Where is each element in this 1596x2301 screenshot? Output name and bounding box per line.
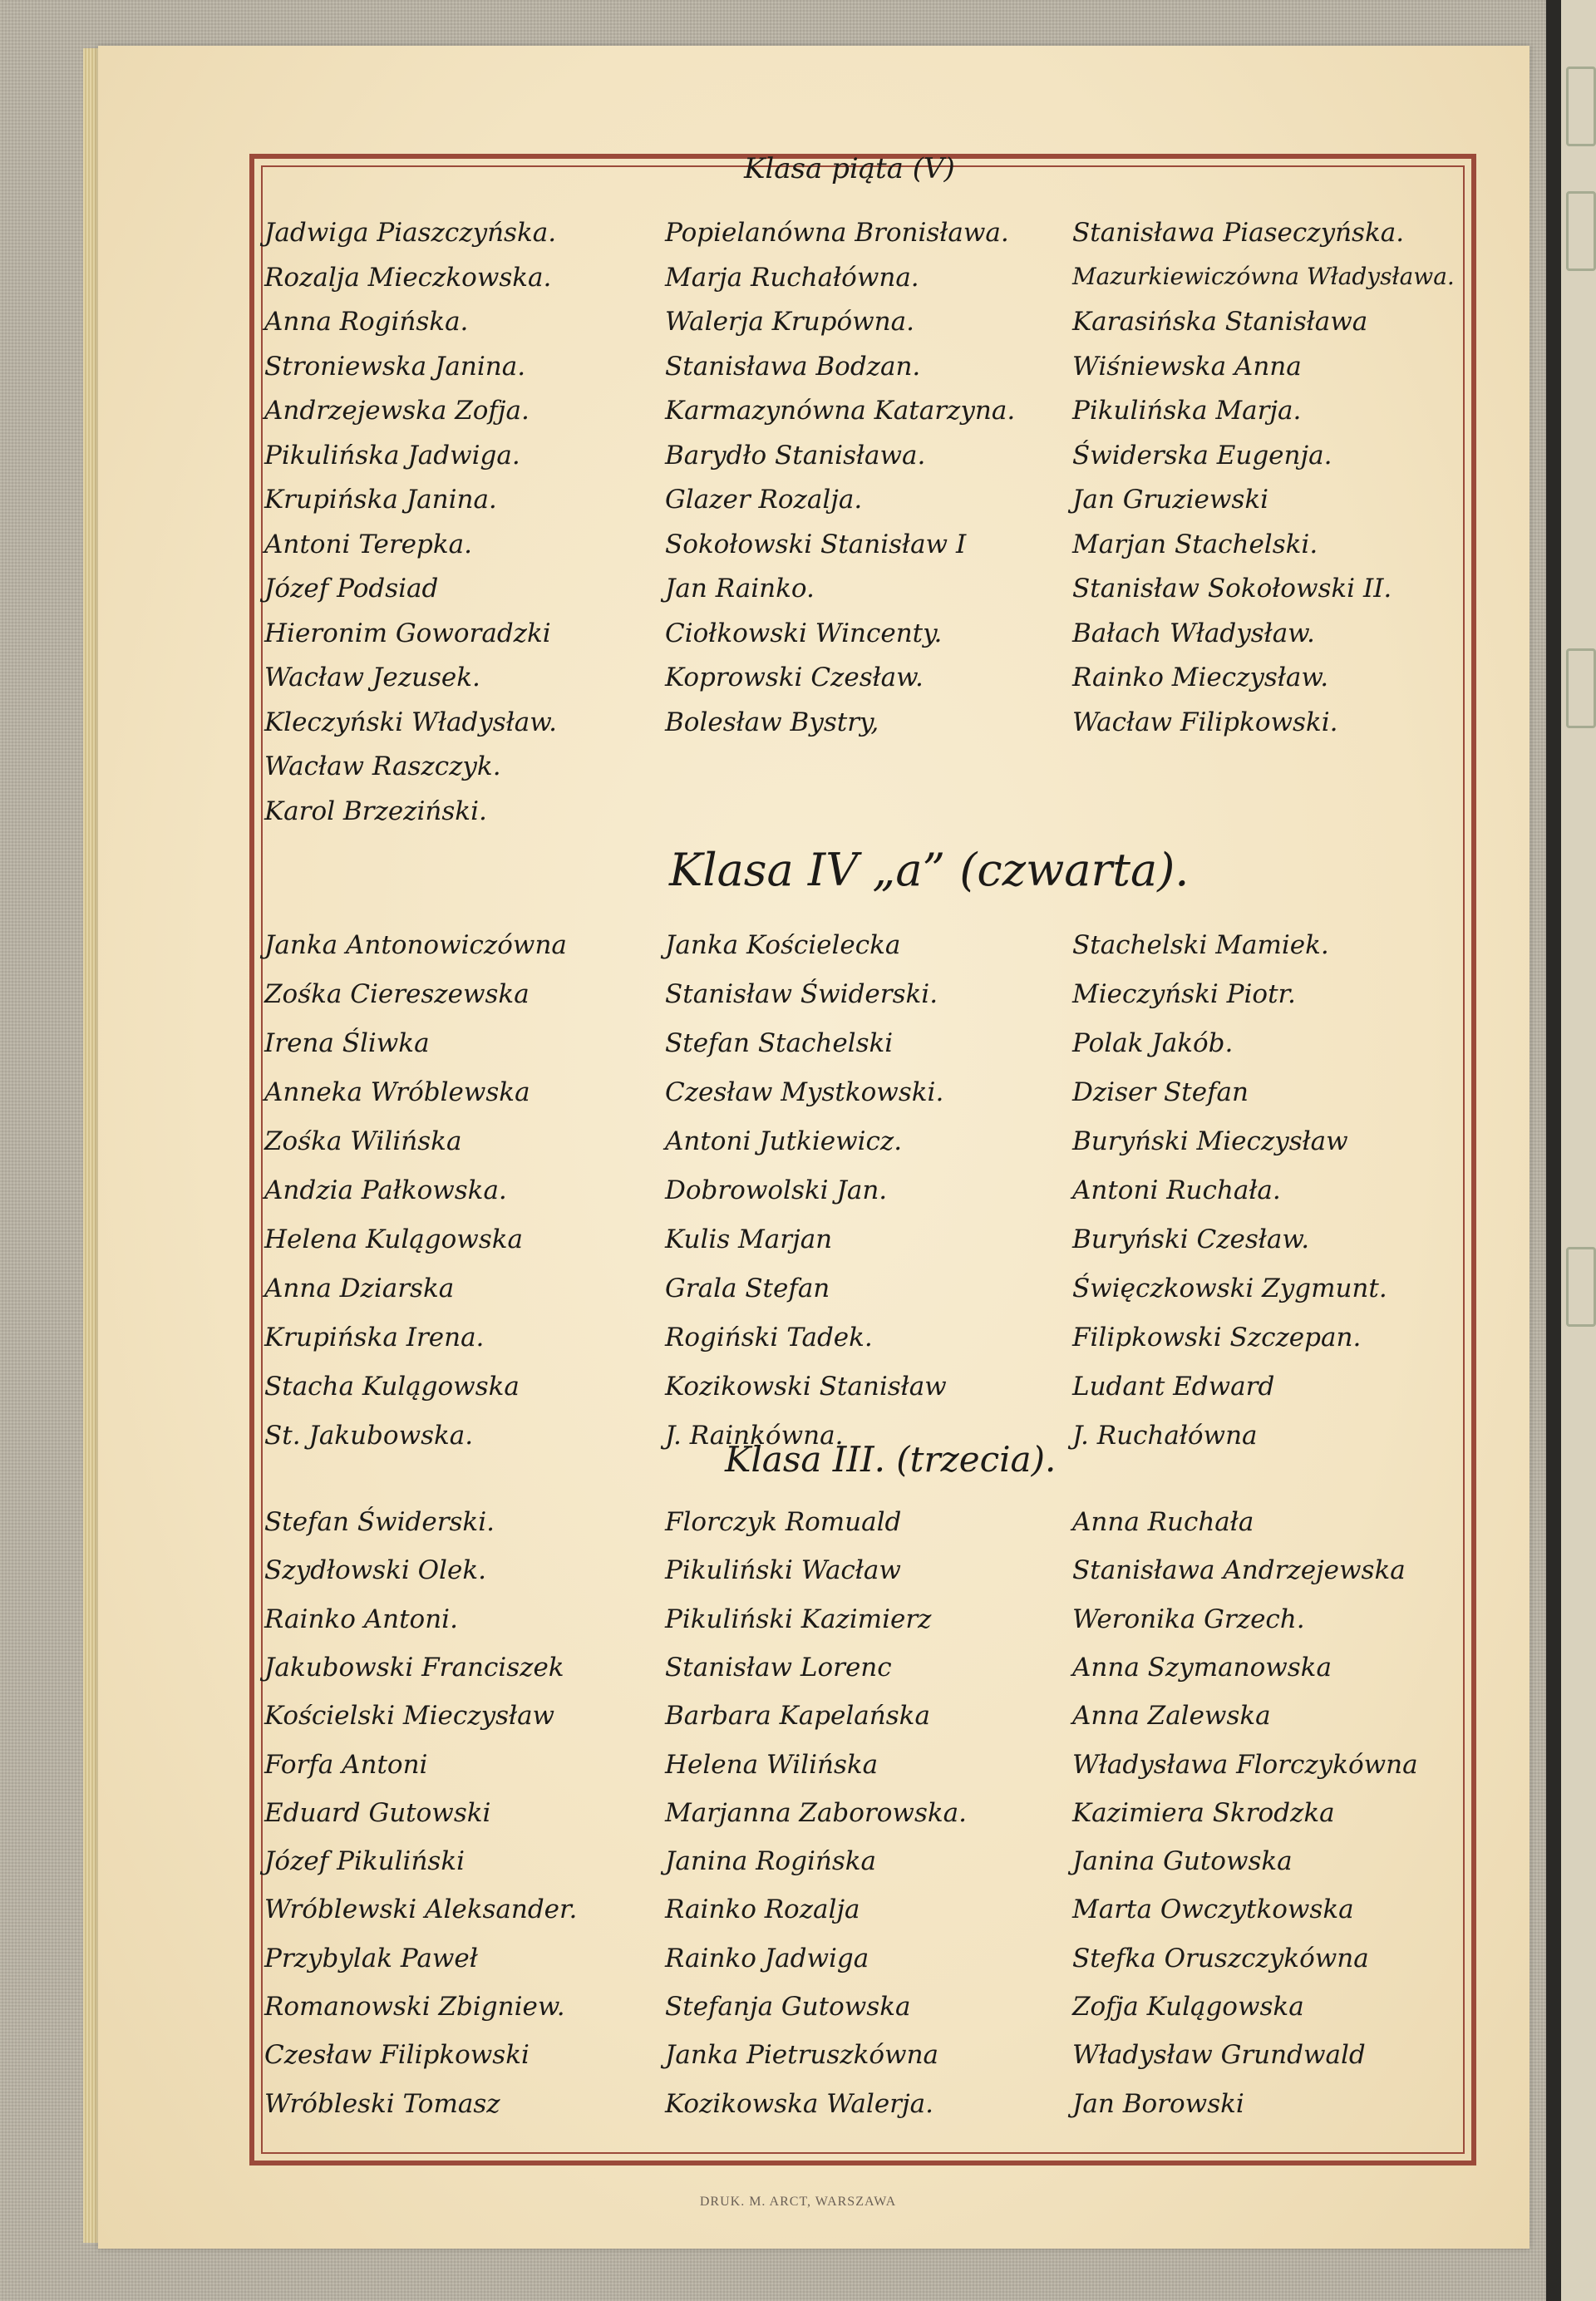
signature-entry: Kozikowski Stanisław	[665, 1372, 947, 1402]
signature-entry: Wiśniewska Anna	[1072, 352, 1302, 382]
signature-entry: Buryński Mieczysław	[1072, 1126, 1348, 1156]
signature-entry: Antoni Ruchała.	[1072, 1175, 1281, 1205]
signature-entry: Janka Antonowiczówna	[264, 930, 567, 960]
signature-entry: Koprowski Czesław.	[665, 663, 924, 692]
signature-entry: Anneka Wróblewska	[264, 1077, 530, 1107]
signature-entry: Stanisław Lorenc	[665, 1653, 892, 1683]
signature-entry: Kościelski Mieczysław	[264, 1701, 555, 1731]
signature-entry: Świderska Eugenja.	[1072, 441, 1332, 471]
signature-entry: Weronika Grzech.	[1072, 1604, 1305, 1634]
signature-entry: Stanisław Świderski.	[665, 979, 938, 1009]
signature-entry: Wacław Filipkowski.	[1072, 707, 1338, 737]
adjacent-page-strip	[1546, 0, 1596, 2301]
signature-entry: Kleczyński Władysław.	[264, 707, 557, 737]
signature-entry: Janina Rogińska	[665, 1846, 876, 1876]
signature-entry: Barydło Stanisława.	[665, 441, 926, 471]
signature-entry: Ludant Edward	[1072, 1372, 1275, 1402]
signature-entry: Krupińska Janina.	[264, 485, 497, 515]
signature-entry: Helena Wilińska	[665, 1750, 879, 1780]
signature-entry: Władysława Florczykówna	[1072, 1750, 1418, 1780]
signature-entry: Anna Rogińska.	[264, 307, 469, 337]
signature-entry: J. Ruchałówna	[1072, 1421, 1258, 1451]
signature-entry: Karasińska Stanisława	[1072, 307, 1368, 337]
signature-entry: Pikulińska Marja.	[1072, 396, 1302, 426]
signature-entry: Stefan Stachelski	[665, 1028, 894, 1058]
signature-entry: Barbara Kapelańska	[665, 1701, 930, 1731]
signature-entry: Ciołkowski Wincenty.	[665, 618, 943, 648]
signature-entry: Anna Dziarska	[264, 1274, 455, 1303]
signature-entry: Antoni Jutkiewicz.	[665, 1126, 903, 1156]
signature-entry: Antoni Terepka.	[264, 530, 472, 559]
ornament	[1566, 648, 1596, 728]
signature-entry: Czesław Mystkowski.	[665, 1077, 944, 1107]
signature-entry: Jakubowski Franciszek	[264, 1653, 564, 1683]
signature-entry: Karol Brzeziński.	[264, 796, 487, 826]
signature-entry: Zośka Wilińska	[264, 1126, 462, 1156]
signature-entry: Rainko Jadwiga	[665, 1944, 869, 1973]
signature-entry: Stanisława Piaseczyńska.	[1072, 218, 1405, 248]
signature-entry: Walerja Krupówna.	[665, 307, 914, 337]
signature-entry: Jan Rainko.	[665, 574, 815, 604]
heading-class-v: Klasa piąta (V)	[744, 152, 955, 185]
signature-entry: Władysław Grundwald	[1072, 2040, 1366, 2070]
signature-entry: Zofja Kulągowska	[1072, 1992, 1304, 2022]
signature-entry: St. Jakubowska.	[264, 1421, 474, 1451]
signature-entry: Filipkowski Szczepan.	[1072, 1323, 1362, 1353]
signature-entry: Krupińska Irena.	[264, 1323, 485, 1353]
signature-entry: Kozikowska Walerja.	[665, 2089, 933, 2119]
ornament	[1566, 67, 1596, 146]
signature-entry: Polak Jakób.	[1072, 1028, 1234, 1058]
printer-imprint: DRUK. M. ARCT, WARSZAWA	[699, 2195, 897, 2209]
signature-entry: Rogiński Tadek.	[665, 1323, 873, 1353]
signature-entry: Karmazynówna Katarzyna.	[665, 396, 1016, 426]
signature-entry: Andzia Pałkowska.	[264, 1175, 507, 1205]
signature-entry: Wacław Jezusek.	[264, 663, 480, 692]
signature-entry: Helena Kulągowska	[264, 1224, 523, 1254]
signature-entry: Rainko Rozalja	[665, 1895, 860, 1924]
signature-entry: Stefanja Gutowska	[665, 1992, 911, 2022]
signature-entry: Forfa Antoni	[264, 1750, 428, 1780]
signature-entry: Grala Stefan	[665, 1274, 830, 1303]
heading-class-iii: Klasa III. (trzecia).	[725, 1439, 1057, 1480]
signature-entry: Mazurkiewiczówna Władysława.	[1072, 263, 1455, 290]
signature-entry: Czesław Filipkowski	[264, 2040, 530, 2070]
signature-entry: Kulis Marjan	[665, 1224, 833, 1254]
signature-entry: Anna Ruchała	[1072, 1507, 1254, 1537]
signature-entry: Irena Śliwka	[264, 1028, 430, 1058]
signature-entry: Jan Borowski	[1072, 2089, 1244, 2119]
signature-entry: Rainko Mieczysław.	[1072, 663, 1329, 692]
signature-entry: Buryński Czesław.	[1072, 1224, 1310, 1254]
signature-entry: Stroniewska Janina.	[264, 352, 526, 382]
signature-entry: Sokołowski Stanisław I	[665, 530, 967, 559]
signature-entry: Wacław Raszczyk.	[264, 751, 501, 781]
signature-entry: J. Rainkówna.	[665, 1421, 844, 1451]
ornament	[1566, 191, 1596, 271]
signature-entry: Bałach Władysław.	[1072, 618, 1315, 648]
signature-entry: Stachelski Mamiek.	[1072, 930, 1329, 960]
signature-entry: Pikuliński Wacław	[665, 1555, 901, 1585]
signature-entry: Marjanna Zaborowska.	[665, 1798, 967, 1828]
signature-entry: Rozalja Mieczkowska.	[264, 263, 552, 293]
signature-entry: Marjan Stachelski.	[1072, 530, 1318, 559]
signature-entry: Stanisław Sokołowski II.	[1072, 574, 1392, 604]
signature-entry: Stacha Kulągowska	[264, 1372, 520, 1402]
signature-entry: Marta Owczytkowska	[1072, 1895, 1354, 1924]
signature-entry: Stanisława Andrzejewska	[1072, 1555, 1406, 1585]
signature-entry: Bolesław Bystry,	[665, 707, 879, 737]
signature-entry: Andrzejewska Zofja.	[264, 396, 530, 426]
signature-entry: Mieczyński Piotr.	[1072, 979, 1296, 1009]
signature-entry: Janka Kościelecka	[665, 930, 901, 960]
signature-entry: Szydłowski Olek.	[264, 1555, 486, 1585]
signature-entry: Pikuliński Kazimierz	[665, 1604, 932, 1634]
signature-entry: Anna Szymanowska	[1072, 1653, 1332, 1683]
signature-entry: Anna Zalewska	[1072, 1701, 1271, 1731]
signature-entry: Dziser Stefan	[1072, 1077, 1249, 1107]
signature-entry: Wróbleski Tomasz	[264, 2089, 500, 2119]
signature-entry: Romanowski Zbigniew.	[264, 1992, 565, 2022]
signature-entry: Stefka Oruszczykówna	[1072, 1944, 1369, 1973]
signature-entry: Stanisława Bodzan.	[665, 352, 921, 382]
signature-entry: Janka Pietruszkówna	[665, 2040, 939, 2070]
signature-entry: Marja Ruchałówna.	[665, 263, 919, 293]
signature-entry: Hieronim Goworadzki	[264, 618, 551, 648]
signature-entry: Święczkowski Zygmunt.	[1072, 1274, 1387, 1303]
signature-entry: Popielanówna Bronisława.	[665, 218, 1009, 248]
signature-entry: Florczyk Romuald	[665, 1507, 902, 1537]
signature-entry: Wróblewski Aleksander.	[264, 1895, 578, 1924]
signature-entry: Józef Podsiad	[264, 574, 439, 604]
signature-entry: Józef Pikuliński	[264, 1846, 466, 1876]
signature-entry: Jadwiga Piaszczyńska.	[264, 218, 557, 248]
signature-entry: Rainko Antoni.	[264, 1604, 458, 1634]
ornament	[1566, 1247, 1596, 1327]
signature-entry: Janina Gutowska	[1072, 1846, 1293, 1876]
signature-entry: Stefan Świderski.	[264, 1507, 495, 1537]
signature-entry: Przybylak Paweł	[264, 1944, 478, 1973]
signature-entry: Pikulińska Jadwiga.	[264, 441, 520, 471]
signature-entry: Kazimiera Skrodzka	[1072, 1798, 1335, 1828]
signature-entry: Dobrowolski Jan.	[665, 1175, 888, 1205]
heading-class-iva: Klasa IV „a” (czwarta).	[669, 844, 1190, 896]
signature-entry: Glazer Rozalja.	[665, 485, 863, 515]
signature-entry: Eduard Gutowski	[264, 1798, 491, 1828]
signature-entry: Jan Gruziewski	[1072, 485, 1269, 515]
signature-entry: Zośka Ciereszewska	[264, 979, 530, 1009]
